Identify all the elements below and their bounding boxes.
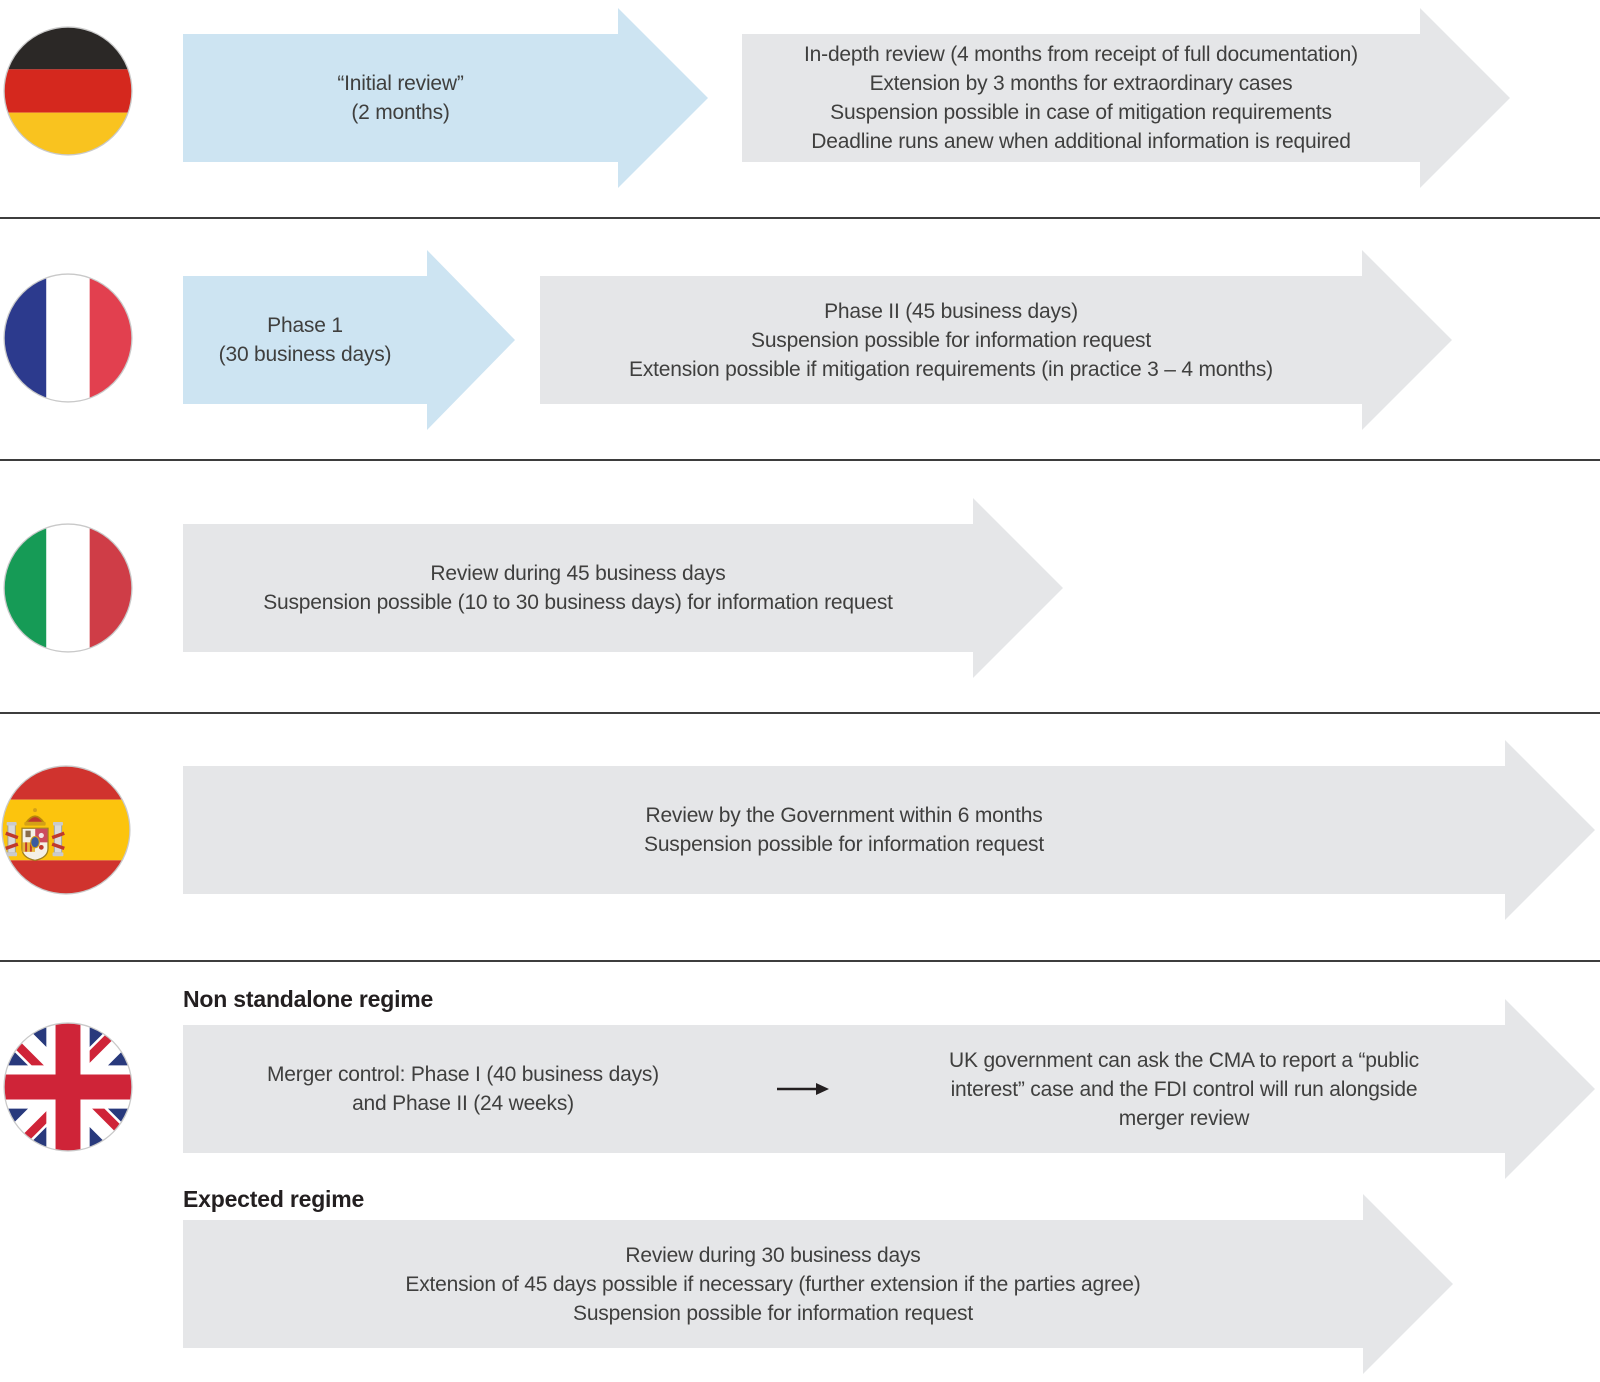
text-line: Review during 30 business days: [625, 1243, 921, 1267]
text-line: Review during 45 business days: [430, 562, 726, 585]
text-line: Phase 1: [267, 314, 343, 337]
text-line: Phase II (45 business days): [824, 299, 1078, 323]
text-line: interest” case and the FDI control will run alongside: [950, 1077, 1418, 1101]
france-phase1-arrow: [183, 250, 515, 430]
text-line: and Phase II (24 weeks): [352, 1092, 574, 1115]
uk-expected-regime-arrow: [183, 1194, 1453, 1374]
france-flag-icon: [3, 273, 133, 403]
text-line: (2 months): [351, 101, 450, 124]
germany-in-depth-review-text: [742, 34, 1420, 162]
spain-review-text: [183, 766, 1505, 894]
uk-merger-control-text: [183, 1060, 743, 1118]
uk-connector-arrow-icon: [743, 1081, 863, 1097]
spain-flag-icon: [1, 765, 131, 895]
uk-expected-regime-heading: Expected regime: [183, 1186, 365, 1212]
text-line: Extension by 3 months for extraordinary cases: [869, 72, 1293, 95]
italy-review-text: [183, 524, 973, 652]
separator: [0, 712, 1600, 714]
uk-non-standalone-regime-heading: Non standalone regime: [183, 986, 434, 1012]
text-line: Suspension possible for information request: [751, 328, 1151, 352]
uk-merger-control-arrow: [183, 999, 1595, 1179]
germany-initial-review-arrow: [183, 8, 708, 188]
france-phase2-arrow: [540, 250, 1452, 430]
text-line: Deadline runs anew when additional information is required: [811, 130, 1351, 153]
separator: [0, 459, 1600, 461]
text-line: Review by the Government within 6 months: [645, 804, 1043, 827]
spain-review-arrow: [183, 740, 1595, 920]
uk-public-interest-text: [863, 1046, 1505, 1133]
text-line: Merger control: Phase I (40 business days): [267, 1063, 659, 1086]
text-line: merger review: [1118, 1106, 1250, 1130]
separator: [0, 217, 1600, 219]
text-line: Suspension possible in case of mitigation requirements: [830, 101, 1332, 124]
text-line: “Initial review”: [337, 72, 464, 95]
text-line: UK government can ask the CMA to report a “public: [949, 1048, 1419, 1072]
text-line: In-depth review (4 months from receipt of full documentation): [804, 43, 1358, 66]
france-phase1-text: [183, 276, 427, 404]
uk-expected-regime-text: [183, 1220, 1363, 1348]
text-line: Suspension possible (10 to 30 business days) for information request: [263, 591, 893, 614]
uk-merger-control-content: [183, 1025, 1505, 1153]
germany-in-depth-review-arrow: [742, 8, 1510, 188]
text-line: Suspension possible for information request: [573, 1301, 973, 1325]
france-phase2-text: [540, 276, 1362, 404]
text-line: Extension possible if mitigation requirements (in practice 3 – 4 months): [629, 357, 1273, 381]
germany-flag-icon: [3, 26, 133, 156]
uk-flag-icon: [3, 1022, 133, 1152]
text-line: (30 business days): [218, 343, 392, 366]
germany-initial-review-text: [183, 34, 618, 162]
italy-review-arrow: [183, 498, 1063, 678]
separator: [0, 960, 1600, 962]
text-line: Extension of 45 days possible if necessary (further extension if the parties agree): [405, 1272, 1141, 1296]
italy-flag-icon: [3, 523, 133, 653]
text-line: Suspension possible for information request: [644, 833, 1044, 856]
